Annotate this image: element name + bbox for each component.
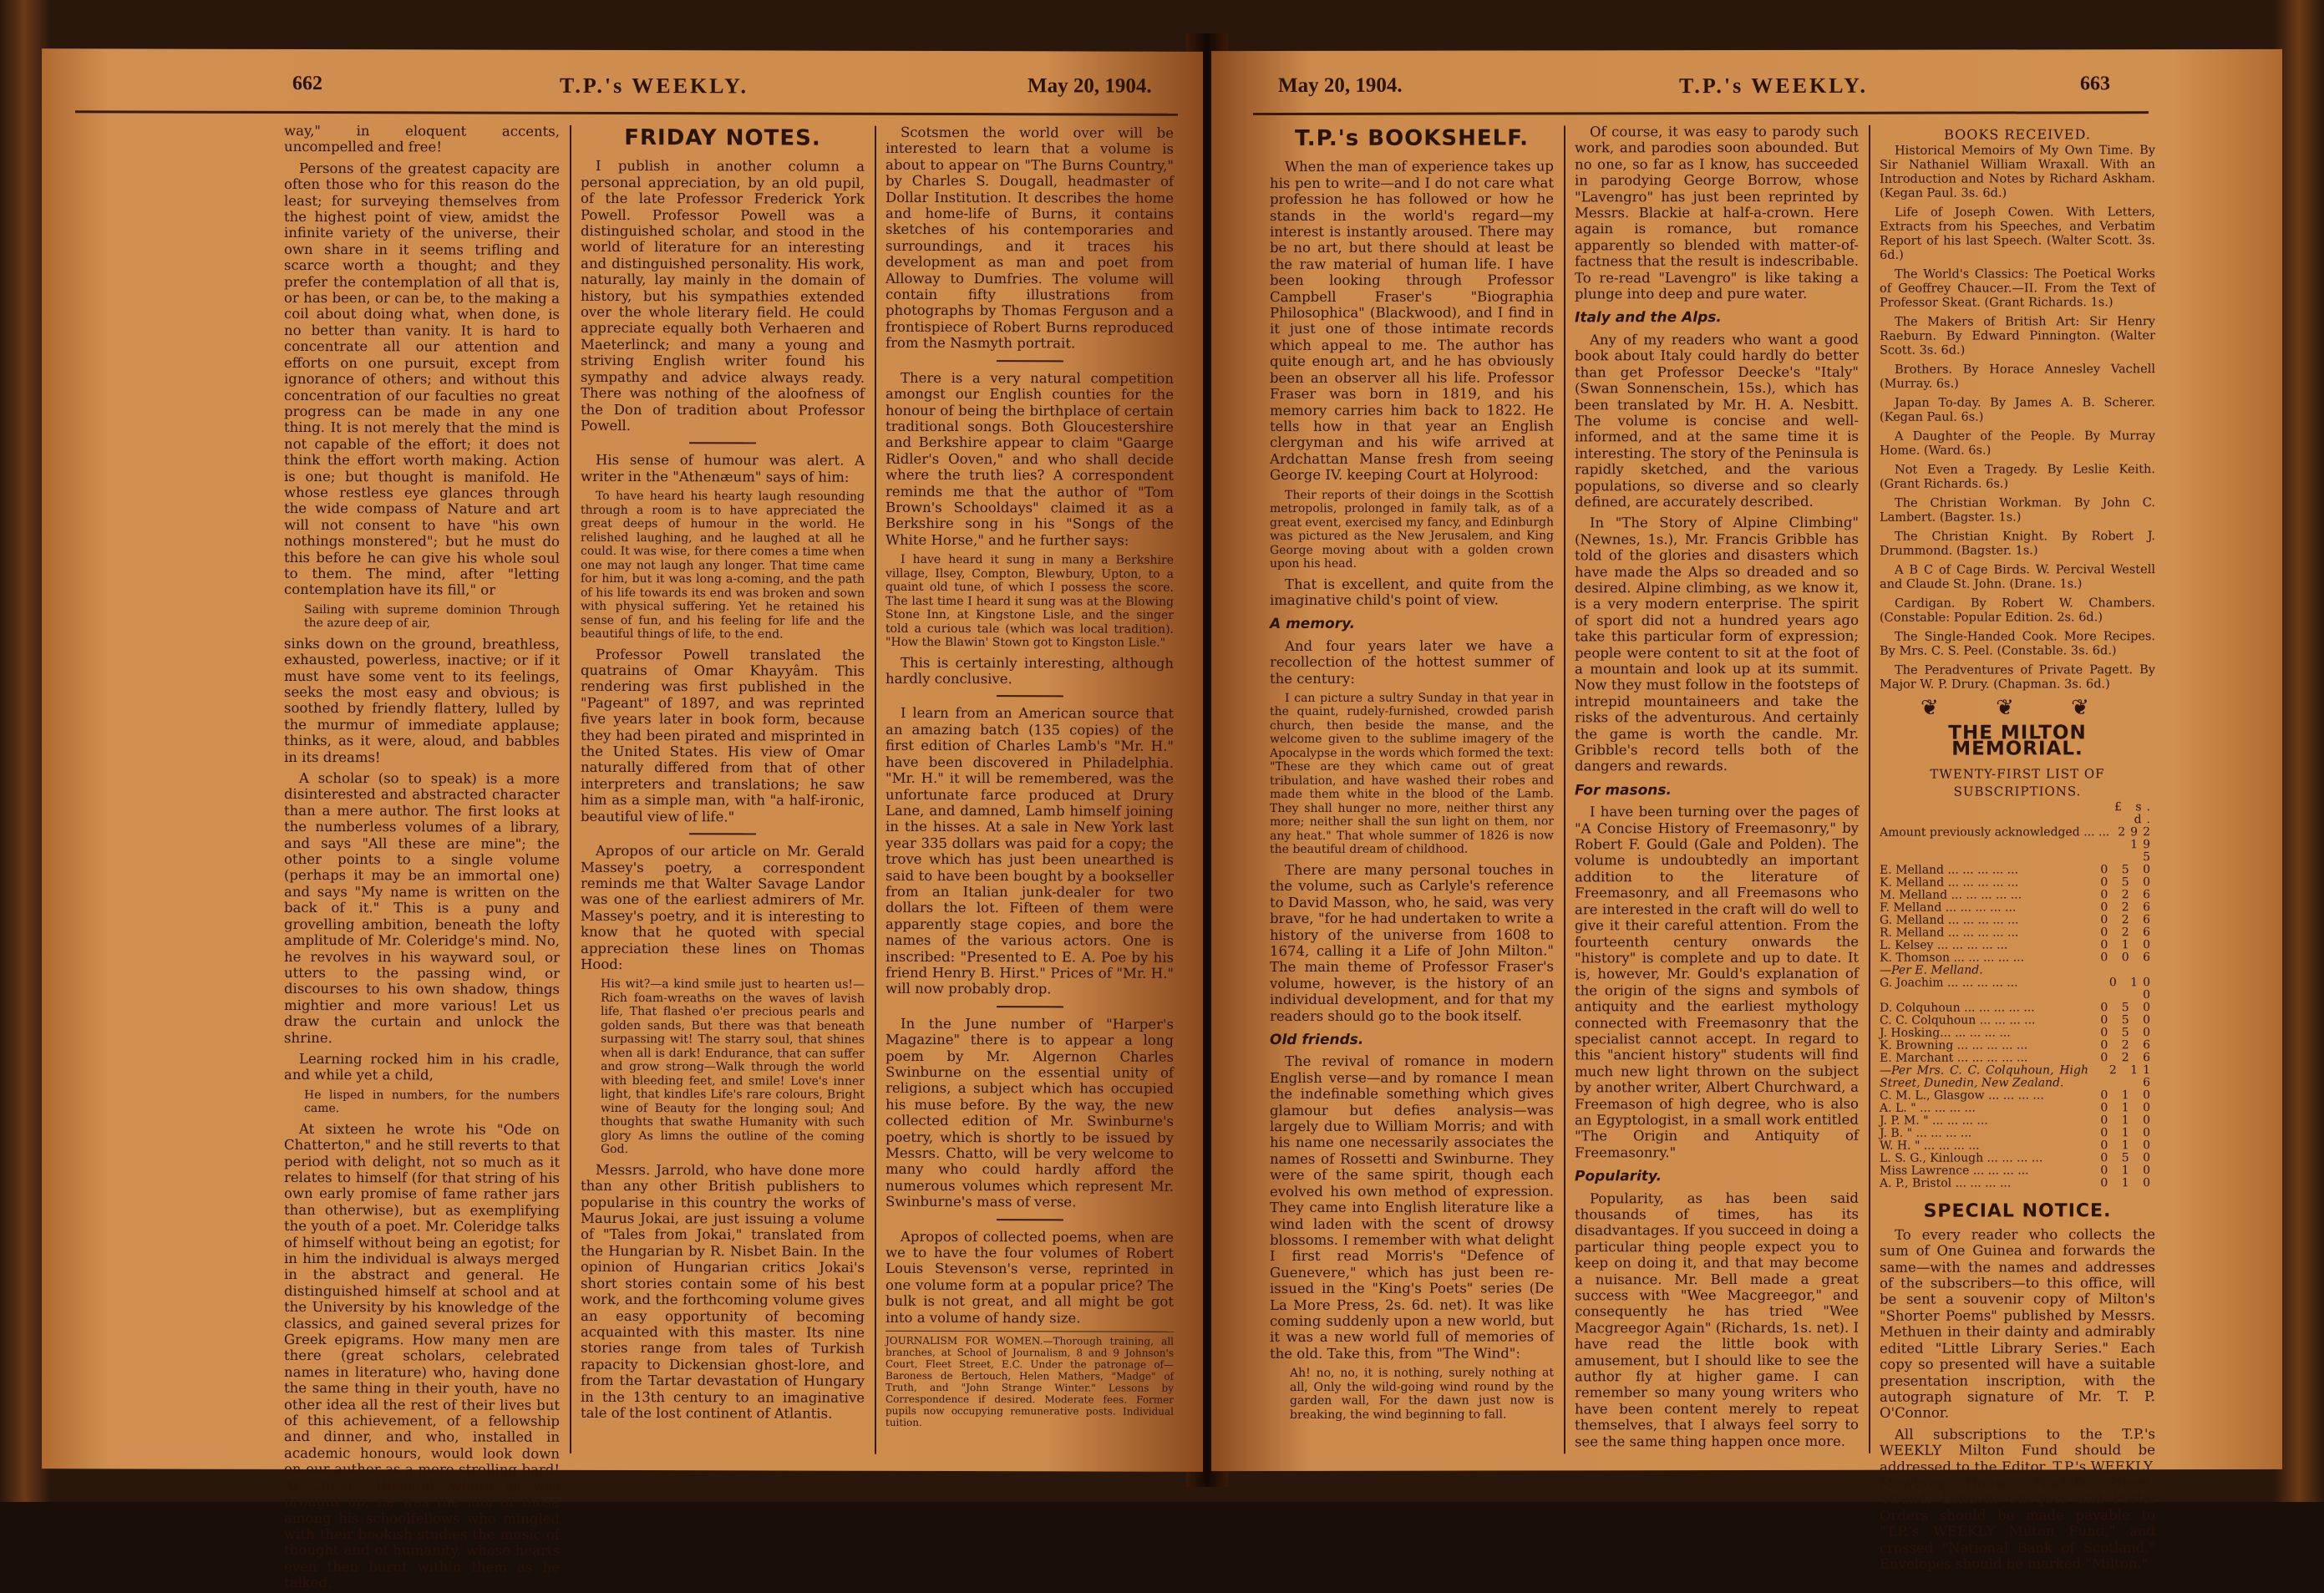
subscriber-name: J. P. M. " ... ... ... ...	[1880, 1114, 1988, 1129]
milton-memorial-heading: THE MILTON MEMORIAL.	[1948, 722, 2087, 760]
special-notice-heading: SPECIAL NOTICE.	[1923, 1200, 2112, 1223]
verse: Ah! no, no, it is nothing, surely nothing at all, Only the wild-going wind round by the garden wall, For the dawn just now is breaking, the wind beginning to fall.	[1290, 1366, 1554, 1422]
book-entry: The Single-Handed Cook. More Recipes. By Mrs. C. S. Peel. (Constable. 3s. 6d.)	[1880, 630, 2155, 659]
header-rule	[1253, 111, 2149, 115]
book-entry: Historical Memoirs of My Own Time. By Sir Nathaniel William Wraxall. With an Introduction and Notes by Richard Askham. (Kegan Paul. 3s. 6d.)	[1880, 144, 2155, 201]
sub-heading: For masons.	[1575, 782, 1672, 799]
subscriber-name: E. Melland ... ... ... ... ...	[1880, 863, 2019, 878]
page-number: 662	[292, 72, 322, 95]
paragraph: That is excellent, and quite from the imaginative child's point of view.	[1270, 575, 1554, 608]
paragraph: All subscriptions to the T.P.'s WEEKLY Milton Fund should be addressed to the Editor, T.P.'s WEEKLY, Mowbray House, Norfolk Street, Strand, London. Cheques and Postal Orders should be made payable to "T.P.'s WEEKLY Milton Fund," and crossed "National Bank of Scotland." Envelopes should be marked "Milton."	[1880, 1425, 2155, 1572]
paragraph: sinks down on the ground, breathless, exhausted, powerless, inactive; or if it must have some vent to its feelings, seeks the most easy and obvious; is soothed by friendly flattery, lulled by the murmur of immediate applause; thinks, as it were, aloud, and babbles in its dreams!	[284, 635, 560, 765]
paragraph: There are many personal touches in the volume, such as Carlyle's reference to David Masson, who, he said, was very brave, "for he had undertaken to write a history of the universe from 1608 to 1674, calling it a Life of John Milton." The main theme of Professor Fraser's volume, however, is the history of an individual development, and for that my readers should go to the book itself.	[1270, 861, 1554, 1024]
subscription-amount: 0 2 6	[2100, 901, 2155, 915]
subscriber-name: L. S. G., Kinlough ... ... ... ...	[1880, 1151, 2043, 1166]
left-column-2	[581, 124, 865, 1461]
separator	[997, 1219, 1063, 1220]
subscriber-name: Miss Lawrence ... ... ... ...	[1880, 1164, 2029, 1179]
paragraph: This is certainly interesting, although hardly conclusive.	[885, 654, 1174, 687]
paragraph: In "The Story of Alpine Climbing" (Newnes, 1s.), Mr. Francis Gribble has told of the glories and disasters which have made the Alps so dreaded and so desired. Alpine climbing, as we know it, is a very modern enterprise. The spirit of sport did not a hundred years ago take this particular form of expression; people were content to sit at the foot of a mountain and look up at its summit. Now they must follow in the footsteps of intrepid mountaineers and take the risks of the adventurous. And certainly the game is worth the candle. Mr. Gribble's record tells both of the dangers and rewards.	[1575, 515, 1859, 774]
subscription-row	[1880, 827, 2155, 865]
subscriber-name: J. B. " ... ... ... ...	[1880, 1126, 1972, 1141]
paragraph: I publish in another column a personal appreciation, by an old pupil, of the late Professor Frederick York Powell. Professor Powell was a distinguished scholar, and stood in the world of literature for an interesting and distinguished personality. His work, naturally, lay mainly in the domain of history, but his sympathies extended over the whole literary field. He could appreciate equally both Verhaeren and Maeterlinck; and many a young and striving English writer found his sympathy and advice always ready. There was nothing of the aloofness of the Don of tradition about Professor Powell.	[581, 158, 865, 434]
paragraph: In the June number of "Harper's Magazine" there is to appear a long poem by Mr. Algernon Charles Swinburne on the essential unity of religions, a subject which has occupied his muse before. By the way, the new collected edition of Mr. Swinburne's poetry, which is shortly to be issued by Messrs. Chatto, will be very welcome to many who could hardly afford the numerous volumes which represent Mr. Swinburne's mass of verse.	[885, 1015, 1174, 1210]
subscription-amount: 0 0 6	[2100, 951, 2155, 965]
paragraph: To every reader who collects the sum of One Guinea and forwards the same—with the names and addresses of the subscribers—to this office, will be sent a souvenir copy of Milton's "Shorter Poems" published by Messrs. Methuen in their dainty and admirably edited "Little Library Series." Each copy so presented will have a suitable presentation inscription, with the autograph signature of Mr. T. P. O'Connor.	[1880, 1225, 2155, 1422]
subscriber-name: —Per Mrs. C. C. Colquhoun, High Street, Dunedin, New Zealand.	[1880, 1063, 2088, 1091]
quotation: I can picture a sultry Sunday in that year in the quaint, rudely-furnished, crowded parish church, then beside the manse, and the welcome given to the sublime imagery of the Apocalypse in the words which formed the text: "These are they which came out of great tribulation, and have washed their robes and made them white in the blood of the Lamb. They shall hunger no more, neither thirst any more; neither shall the sun light on them, nor any heat." That whole summer of 1826 is now the beautiful dream of childhood.	[1270, 691, 1554, 857]
verse: Sailing with supreme dominion Through the azure deep of air,	[304, 602, 560, 631]
paragraph: Scotsmen the world over will be interested to learn that a volume is about to appear on "The Burns Country," by Charles S. Dougall, headmaster of Dollar Institution. It describes the home and home-life of Burns, it contains sketches of his contemporaries and surroundings, and it traces his development as man and poet from Alloway to Dumfries. The volume will contain fifty illustrations from photographs by Thomas Ferguson and a frontispiece of Robert Burns reproduced from the Nasmyth portrait.	[885, 124, 1174, 352]
book-entry: A Daughter of the People. By Murray Home. (Ward. 6s.)	[1880, 429, 2155, 459]
right-column-2	[1575, 124, 1859, 1461]
left-column-3	[885, 124, 1174, 1462]
paragraph: When the man of experience takes up his pen to write—and I do not care what profession he has followed or how he stands in the world's regard—my interest is instantly aroused. There may be no art, but there should at least be the raw material of human life. I have been looking through Professor Campbell Fraser's "Biographia Philosophica" (Blackwood), and I find in it just one of those intimate records which appeal to me. The author has quite enough art, and he has obviously been an observer all his life. Professor Fraser was born in 1819, and his memory carries him back to 1822. He tells how in that year an English clergyman and his wife arrived at Ardchattan Manse fresh from seeing George IV. keeping Court at Holyrood:	[1270, 158, 1554, 484]
paragraph: The revival of romance in modern English verse—and by romance I mean the indefinable something which gives glamour but defies analysis—was largely due to William Morris; and with his name one necessarily associates the names of Rossetti and Swinburne. They were of the same spirit, though each evolved his own method of expression. They came into English literature like a wind laden with the scent of drowsy blossoms. I remember with what delight I first read Morris's "Defence of Guenevere," which has just been re-issued in the "King's Poets" series (De La More Press, 2s. 6d. net). It was like coming suddenly upon a new world, but it was a new world full of memories of the old. Take this, from "The Wind":	[1270, 1053, 1554, 1362]
subscription-amount: 0 2 6	[2100, 1051, 2155, 1065]
book-entry: Cardigan. By Robert W. Chambers. (Constable: Popular Edition. 2s. 6d.)	[1880, 596, 2155, 626]
currency-header: £ s. d.	[2114, 800, 2155, 827]
right-page-header	[1211, 73, 2282, 111]
publication-title: T.P.'s WEEKLY.	[560, 73, 749, 99]
subscriber-name: C. C. Colquhoun ... ... ... ...	[1880, 1013, 2036, 1028]
paragraph: Popularity, as has been said thousands of times, has its disadvantages. If you succeed in doing a particular thing people expect you to keep on doing it, and that may become a nuisance. Mr. Bell made a great success with "Wee Macgreegor," and consequently he has tried "Wee Macgreegor Again" (Richards, 1s. net). I have read the little book with amusement, but I should like to see the author fly at higher game. I can remember so many young writers who have been content merely to repeat themselves, that I always feel sorry to see the same thing happen once more.	[1575, 1190, 1859, 1450]
paragraph: Of course, it was easy to parody such work, and parodies soon abounded. But no one, so far as I know, has succeeded in parodying George Borrow, whose "Lavengro" has just been reprinted by Messrs. Blackie at half-a-crown. Here again is romance, but romance apparently so blended with matter-of-factness that the result is indescribable. To re-read "Lavengro" is like taking a plunge into deep and pure water.	[1575, 123, 1859, 302]
separator	[689, 833, 756, 835]
paragraph: way," in eloquent accents, uncompelled and free!	[284, 122, 560, 155]
left-column-1	[284, 122, 560, 1591]
book-entry: The World's Classics: The Poetical Works of Geoffrey Chaucer.—II. From the Text of Professor Skeat. (Grant Richards. 1s.)	[1880, 267, 2155, 311]
book-entry: Brothers. By Horace Annesley Vachell (Murray. 6s.)	[1880, 363, 2155, 392]
paragraph: At sixteen he wrote his "Ode on Chatterton," and he still reverts to that period with delight, not so much as it relates to himself (for that string of his own early promise of fame rather jars than otherwise), but as exemplifying the youth of a poet. Mr. Coleridge talks of himself without being an egotist; for in him the individual is always merged in the abstract and general. He distinguished himself at school and at the University by his knowledge of the classics, and gained several prizes for Greek epigrams. How many men are there (great scholars, celebrated names in literature) who, having done the same thing in their youth, have no other idea all the rest of their lives but of this achievement, of a fellowship and dinner, and who, installed in academic honours, would look down on our author as a mere strolling bard! At Christ's Hospital, where he was brought up, he was the idol of those among his schoolfellows who mingled with their bookish studies the music of thought and of humanity, whose hearts even then burnt within them as he talked.	[284, 1120, 560, 1591]
books-received-heading: BOOKS RECEIVED.	[1944, 126, 2091, 143]
header-rule	[75, 110, 1178, 115]
column-rule	[1869, 125, 1870, 1453]
subscription-row	[1880, 977, 2155, 1003]
book-entry: The Makers of British Art: Sir Henry Raeburn. By Edward Pinnington. (Walter Scott. 3s. 6d.)	[1880, 315, 2155, 358]
separator	[997, 360, 1063, 362]
subscriber-name: J. Hosking... ... ... ... ...	[1880, 1026, 2011, 1041]
paragraph: Any of my readers who want a good book about Italy could hardly do better than get Professor Deecke's "Italy" (Swan Sonnenschein, 15s.), which has been translated by Mr. H. A. Nesbitt. The volume is concise and well-informed, and at the same time it is interesting. The story of the Peninsula is rapidly sketched, and the various populations, so diverse and so clearly defined, are accurately described.	[1575, 331, 1859, 510]
publication-title: T.P.'s WEEKLY.	[1679, 73, 1869, 99]
paragraph: There is a very natural competition amongst our English counties for the honour of being the birthplace of certain traditional songs. Both Gloucestershire and Berkshire appear to claim "Gaarge Ridler's Ooven," and who shall decide where the truth lies? A correspondent reminds me that the author of "Tom Brown's Schooldays" claimed it as a Berkshire song in his "Songs of the White Horse," and he further says:	[885, 369, 1174, 549]
paragraph: Persons of the greatest capacity are often those who for this reason do the least; for surveying themselves from the highest point of view, amidst the infinite variety of the universe, their own share in it seems trifling and scarce worth a thought; and they prefer the contemplation of all that is, or has been, or can be, to the making a coil about doing what, when done, is no better than vanity. It is hard to concentrate all our attention and efforts on one pursuit, except from ignorance of others; and without this concentration of our faculties no great progress can be made in any one thing. It is not merely that the mind is not capable of the effort; it does not think the effort worth making. Action is one; but thought is manifold. He whose restless eye glances through the wide compass of Nature and art will not consent to have "his own nothings monstered"; but he must do this before he can give his whole soul to them. The mind, after "letting contemplation have its fill," or	[284, 160, 560, 598]
subscription-amount: 0 5 0	[2100, 1013, 2155, 1027]
advertisement: JOURNALISM FOR WOMEN.—Thorough training, all branches, at School of Journalism, 8 and 9 Johnson's Court, Fleet Street, E.C. Under the patronage of—Baroness de Bertouch, Helen Mathers, "Madge" of Truth, and "John Strange Winter." Lessons by Correspondence if desired. Moderate fees. Former pupils now occupying remunerative posts. Individual tuition.	[885, 1331, 1174, 1429]
section-heading-bookshelf: T.P.'s BOOKSHELF.	[1294, 125, 1530, 151]
book-entry: The Christian Workman. By John C. Lambert. (Bagster. 1s.)	[1880, 496, 2155, 525]
verse: His wit?—a kind smile just to hearten us!—Rich foam-wreaths on the waves of lavish life, That flashed o'er precious pearls and golden sands, But there was that beneath surpassing wit! The starry soul, that shines when all is dark! Endurance, that can suffer and grow strong—Walk through the world with bleeding feet, and smile! Love's inner light, that kindles Life's rare colours, Bright wine of Beauty for the longing soul; And thoughts that swathe Humanity with such glory As limns the outline of the coming God.	[601, 977, 865, 1157]
subscriptions-subtitle: TWENTY-FIRST LIST OF	[1930, 765, 2105, 782]
subscription-amount: 0 10 0	[2108, 976, 2155, 1002]
subscriber-name: K. Browning ... ... ... ... ...	[1880, 1038, 2028, 1053]
subscriber-name: L. Kelsey ... ... ... ... ...	[1880, 938, 2008, 953]
subscription-amount: 0 1 0	[2100, 1088, 2155, 1103]
books-received-list	[1880, 145, 2155, 693]
paragraph: Professor Powell translated the quatrains of Omar Khayyâm. This rendering was first published in the "Pageant" of 1897, and was reprinted five years later in book form, because they had been pirated and misprinted in the United States. His view of Omar naturally differed from that of other interpreters and translations; he saw him as a simple man, with "a half-ironic, beautiful view of life."	[581, 646, 865, 825]
subscription-amount: 0 2 6	[2100, 1038, 2155, 1053]
book-entry: Life of Joseph Cowen. With Letters, Extracts from his Speeches, and Verbatim Report of his last Speech. (Walter Scott. 3s. 6d.)	[1880, 205, 2155, 263]
right-column-1	[1270, 124, 1554, 1461]
issue-date: May 20, 1904.	[1028, 74, 1152, 98]
subscriber-name: R. Melland ... ... ... ... ...	[1880, 926, 2019, 941]
subscriber-name: F. Melland ... ... ... ... ...	[1880, 901, 2017, 916]
subscription-amount: 0 5 0	[2100, 875, 2155, 890]
subscriber-name: M. Melland ... ... ... ... ...	[1880, 888, 2022, 903]
quotation: Their reports of their doings in the Scottish metropolis, prolonged in family talk, as of a great event, exercised my fancy, and Edinburgh was pictured as the New Jerusalem, and King George moving about with a golden crown upon his head.	[1270, 487, 1554, 571]
paragraph: Messrs. Jarrold, who have done more than any other British publishers to popularise in this country the works of Maurus Jokai, are just issuing a volume of "Tales from Jokai," translated from the Hungarian by R. Nisbet Bain. In the opinion of Hungarian critics Jokai's short stories contain some of his best work, and the forthcoming volume gives an easy opportunity of becoming acquainted with this master. Its nine stories range from tales of Turkish rapacity to Dickensian ghost-lore, and from the Tartar devastation of Hungary in the 13th century to an imaginative tale of the lost continent of Atlantis.	[581, 1161, 865, 1422]
subscriber-name: A. P., Bristol ... ... ... ...	[1880, 1176, 2012, 1191]
right-page	[1211, 49, 2282, 1572]
separator	[689, 443, 756, 444]
subscriber-name: G. Melland ... ... ... ... ...	[1880, 913, 2019, 928]
sub-heading: Old friends.	[1270, 1031, 1364, 1049]
subscriptions-list	[1880, 827, 2155, 1191]
subscription-row	[1880, 1178, 2155, 1191]
subscription-row	[1880, 1065, 2155, 1091]
book-entry: A B C of Cage Birds. W. Percival Westell and Claude St. John. (Drane. 1s.)	[1880, 563, 2155, 592]
left-page-header	[42, 72, 1203, 112]
subscription-amount: 0 2 6	[2100, 913, 2155, 927]
book-entry: Not Even a Tragedy. By Leslie Keith. (Grant Richards. 6s.)	[1880, 463, 2155, 492]
subscription-amount: 0 2 6	[2100, 888, 2155, 902]
subscription-amount: 0 1 0	[2100, 1114, 2155, 1128]
subscription-amount: 0 5 0	[2100, 1026, 2155, 1040]
subscriber-name: K. Melland ... ... ... ... ...	[1880, 875, 2019, 890]
subscription-amount: 0 1 0	[2100, 1126, 2155, 1140]
quotation: To have heard his hearty laugh resounding through a room is to have appreciated the great deeps of humour in the world. He relished laughing, and he laughed at all he could. It was wise, for there comes a time when one may not laugh any longer. That time came for him, but it was long a-coming, and the path of his life towards its end was broken and sown with physical suffering. Yet he retained his sense of fun, and his feeling for life and the beautiful things of life, to the end.	[581, 490, 865, 642]
subscription-amount: 0 1 0	[2100, 1176, 2155, 1190]
verse: He lisped in numbers, for the numbers came.	[304, 1088, 560, 1116]
separator	[997, 696, 1063, 698]
subscriber-name: —Per E. Melland.	[1880, 963, 1983, 978]
column-rule	[570, 125, 571, 1453]
page-number: 663	[2080, 73, 2110, 95]
subscription-amount: 0 5 0	[2100, 863, 2155, 877]
subscription-amount: 0 5 0	[2100, 1001, 2155, 1015]
subscriber-name: D. Colquhoun ... ... ... ... ...	[1880, 1001, 2035, 1016]
subscription-amount: 0 5 0	[2100, 1151, 2155, 1165]
separator	[997, 1006, 1063, 1007]
subscriber-name: Amount previously acknowledged ... ...	[1880, 825, 2110, 840]
right-column-3	[1880, 123, 2155, 1572]
subscriber-name: K. Thomson ... ... ... ... ...	[1880, 951, 2025, 966]
subscription-amount: 0 2 6	[2100, 926, 2155, 940]
subscription-amount: 2 11 6	[2108, 1063, 2155, 1090]
issue-date: May 20, 1904.	[1278, 74, 1403, 97]
paragraph: A scholar (so to speak) is a more disinterested and abstracted character than a mere author. The first looks at the numberless volumes of a library, and says "All these are mine"; the other points to a single volume (perhaps it may be an immortal one) and says "My name is written on the back of it." This is a puny and grovelling ambition, beneath the lofty amplitude of Mr. Coleridge's mind. No, he revolves in his wayward soul, or utters to the passing wind, or discourses to his own shadow, things mightier and more various! Let us draw the curtain and unlock the shrine.	[284, 770, 560, 1046]
subscriber-name: A. L. " ... ... ... ...	[1880, 1101, 1976, 1116]
sub-heading: Italy and the Alps.	[1575, 309, 1722, 327]
paragraph: Apropos of collected poems, when are we to have the four volumes of Robert Louis Stevenson's verse, reprinted in one volume form at a popular price? The bulk is not great, and all might be got into a volume of handy size.	[885, 1228, 1174, 1327]
section-heading-friday-notes: FRIDAY NOTES.	[624, 125, 821, 151]
subscription-amount: 0 1 0	[2100, 938, 2155, 952]
quotation: I have heard it sung in many a Berkshire village, Ilsey, Compton, Blewbury, Upton, to a quaint old tune, of which I possess the score. The last time I heard it sung was at the Blowing Stone Inn, at Kingstone Lisle, and the singer told a curious tale (which was local tradition). "How the Blawin' Stown got to Kingston Lisle."	[885, 553, 1174, 650]
subscriber-name: E. Marchant ... ... ... ... ...	[1880, 1051, 2028, 1066]
book-entry: The Christian Knight. By Robert J. Drummond. (Bagster. 1s.)	[1880, 530, 2155, 559]
book-entry: Japan To-day. By James A. B. Scherer. (Kegan Paul. 6s.)	[1880, 396, 2155, 425]
subscriber-name: W. H. " ... ... ... ...	[1880, 1139, 1980, 1154]
subscription-amount: 0 1 0	[2100, 1164, 2155, 1178]
sub-heading: Popularity.	[1575, 1168, 1662, 1185]
subscription-amount	[2088, 965, 2155, 977]
subscription-amount: 0 1 0	[2100, 1101, 2155, 1115]
subscriptions-subtitle: SUBSCRIPTIONS.	[1953, 784, 2082, 799]
column-rule	[875, 126, 876, 1454]
subscription-amount: 292 19 5	[2118, 825, 2155, 865]
subscriber-name: G. Joachim ... ... ... ... ...	[1880, 976, 2018, 991]
subscription-amount: 0 1 0	[2100, 1139, 2155, 1153]
paragraph: And four years later we have a recollection of the hottest summer of the century:	[1270, 637, 1554, 687]
ornament: ❦ ❦ ❦	[1921, 695, 2114, 722]
column-rule	[1564, 125, 1565, 1453]
sub-heading: A memory.	[1270, 616, 1356, 633]
subscriber-name: C. M. L., Glasgow ... ... ... ...	[1880, 1088, 2044, 1103]
book-entry: The Peradventures of Private Pagett. By Major W. P. Drury. (Chapman. 3s. 6d.)	[1880, 663, 2155, 692]
paragraph: Apropos of our article on Mr. Gerald Massey's poetry, a correspondent reminds me that Walter Savage Landor was one of the earliest admirers of Mr. Massey's poetry, and it is interesting to know that he quoted with special appreciation these lines on Thomas Hood:	[581, 843, 865, 972]
subscription-row	[1880, 952, 2155, 966]
paragraph: I learn from an American source that an amazing batch (135 copies) of the first edition of Charles Lamb's "Mr. H." have been discovered in Philadelphia. "Mr. H." it will be remembered, was the unfortunate farce produced at Drury Lane, and damned, Lamb himself joining in the hisses. At a sale in New York last year 335 dollars was paid for a copy; the trove which has just been unearthed is said to have been bought by a bookseller from an Italian junk-dealer for two dollars the lot. Fifteen of them were apparently stage copies, and bore the names of the various actors. One is inscribed: "Presented to E. A. Poe by his friend Henry B. Hirst." Prices of "Mr. H." will now probably drop.	[885, 705, 1174, 997]
left-page	[42, 48, 1203, 1591]
paragraph: Learning rocked him in his cradle, and while yet a child,	[284, 1050, 560, 1083]
paragraph: His sense of humour was alert. A writer in the "Athenæum" says of him:	[581, 452, 865, 485]
paragraph: I have been turning over the pages of "A Concise History of Freemasonry," by Robert F. Gould (Gale and Polden). The volume is undoubtedly an important addition to the literature of Freemasonry, and all Freemasons who are interested in the craft will do well to give it their careful attention. From the fourteenth century onwards the "history" is complete and up to date. It is, however, Mr. Gould's explanation of the origin of the signs and symbols of antiquity and the earliest mythology connected with Freemasonry that the specialist cannot accept. In regard to this "ancient history" students will find much new light thrown on the subject by another writer, Albert Churchward, a Freemason of high degree, who is also an Egyptologist, in a small work entitled "The Origin and Antiquity of Freemasonry."	[1575, 804, 1859, 1161]
